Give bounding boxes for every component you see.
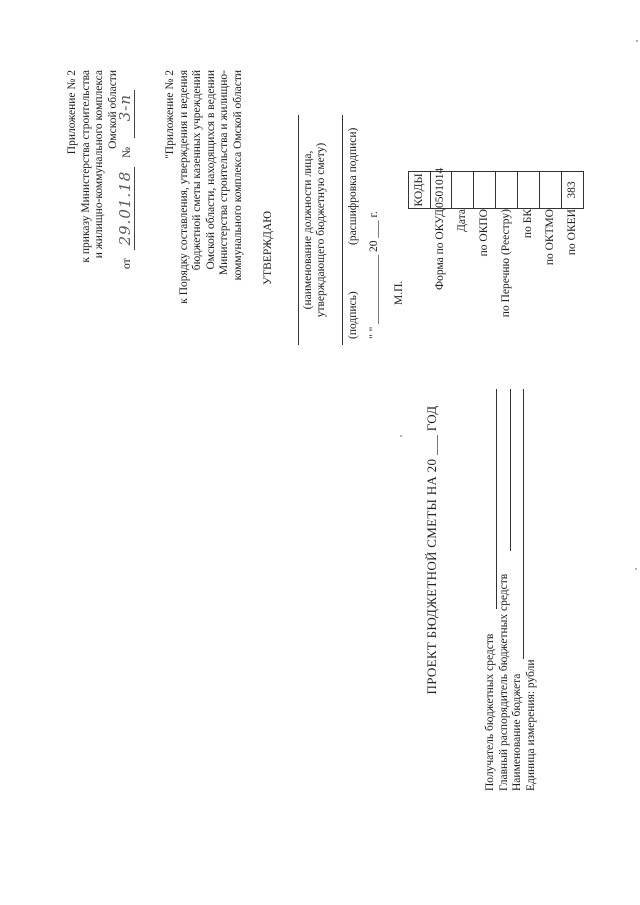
codes-table (408, 83, 584, 363)
order-line-1: к приказу Министерства строительства (79, 70, 92, 263)
code-value (540, 171, 562, 209)
code-label: по БК (522, 209, 534, 239)
order-date-number-row (116, 90, 135, 420)
field-unit (525, 371, 539, 791)
code-value (496, 171, 518, 209)
order-line-2: и жилищно-коммунального комплекса (93, 70, 105, 259)
field-unit-label: Единица измерения: рубли (524, 659, 537, 791)
field-budget-name (511, 371, 525, 791)
code-label: по Перечню (Реестру) (500, 209, 512, 318)
codes-row (540, 83, 562, 363)
order-appendix-header (66, 70, 120, 400)
scan-speck (636, 40, 638, 42)
scan-speck (635, 568, 637, 570)
code-label: по ОКТМО (544, 209, 556, 266)
quote-line: Омской области, находящихся в ведении (204, 70, 217, 270)
code-label: Дата (456, 209, 468, 232)
codes-row (518, 83, 540, 363)
quote-line: Министерства строительства и жилищно- (218, 70, 230, 276)
code-value (452, 171, 474, 209)
quote-line: "Приложение № 2 (164, 70, 176, 159)
field-recipient (484, 371, 498, 791)
position-caption (302, 115, 328, 345)
position-caption-line-2: утверждающего бюджетную смету) (315, 142, 327, 318)
scan-speck (400, 435, 402, 437)
procedure-appendix-block (164, 70, 245, 430)
region-line: Омской области (106, 70, 119, 149)
budget-fields (484, 371, 538, 791)
signature-line (342, 115, 343, 345)
code-value (474, 171, 496, 209)
codes-header: КОДЫ (408, 171, 431, 209)
position-caption-line-1: (наименование должности лица, (302, 150, 314, 310)
codes-row (474, 83, 496, 363)
approval-date-row: " " ____________ 20 ___ г. (368, 211, 380, 339)
number-prefix: № (121, 146, 133, 158)
field-recipient-label: Получатель бюджетных средств (484, 633, 496, 791)
code-value: 0501014 (430, 171, 452, 209)
order-date-handwritten: 29.01.18 (116, 167, 135, 250)
document-title: ПРОЕКТ БЮДЖЕТНОЙ СМЕТЫ НА 20 ___ ГОД (424, 405, 439, 695)
field-main-manager (498, 371, 512, 791)
codes-header-row (408, 83, 430, 363)
code-label: по ОКПО (478, 209, 490, 257)
signature-decode-label: (расшифровка подписи) (347, 127, 359, 245)
order-number-handwritten: 3-п (116, 90, 135, 138)
from-prefix: от (121, 258, 133, 270)
code-value (518, 171, 540, 209)
codes-row (430, 83, 452, 363)
field-budget-name-label: Наименование бюджета (511, 673, 523, 791)
quote-line: к Порядку составления, утверждения и ведения (177, 70, 190, 304)
codes-row (452, 83, 474, 363)
position-line (298, 115, 299, 345)
signature-label: (подпись) (347, 291, 359, 339)
code-label: по ОКЕИ (566, 209, 578, 256)
stamp-place: М.П. (393, 280, 405, 305)
code-value: 383 (562, 171, 584, 209)
field-main-manager-label: Главный распорядитель бюджетных средств (497, 573, 510, 791)
appendix-number: Приложение № 2 (66, 70, 78, 155)
quote-line: бюджетной сметы казенных учреждений (191, 70, 203, 271)
code-label: Форма по ОКУД (434, 209, 446, 290)
quote-line: коммунального комплекса Омской области (231, 70, 244, 281)
approve-heading: УТВЕРЖДАЮ (262, 210, 274, 285)
codes-row (562, 83, 584, 363)
codes-row (496, 83, 518, 363)
